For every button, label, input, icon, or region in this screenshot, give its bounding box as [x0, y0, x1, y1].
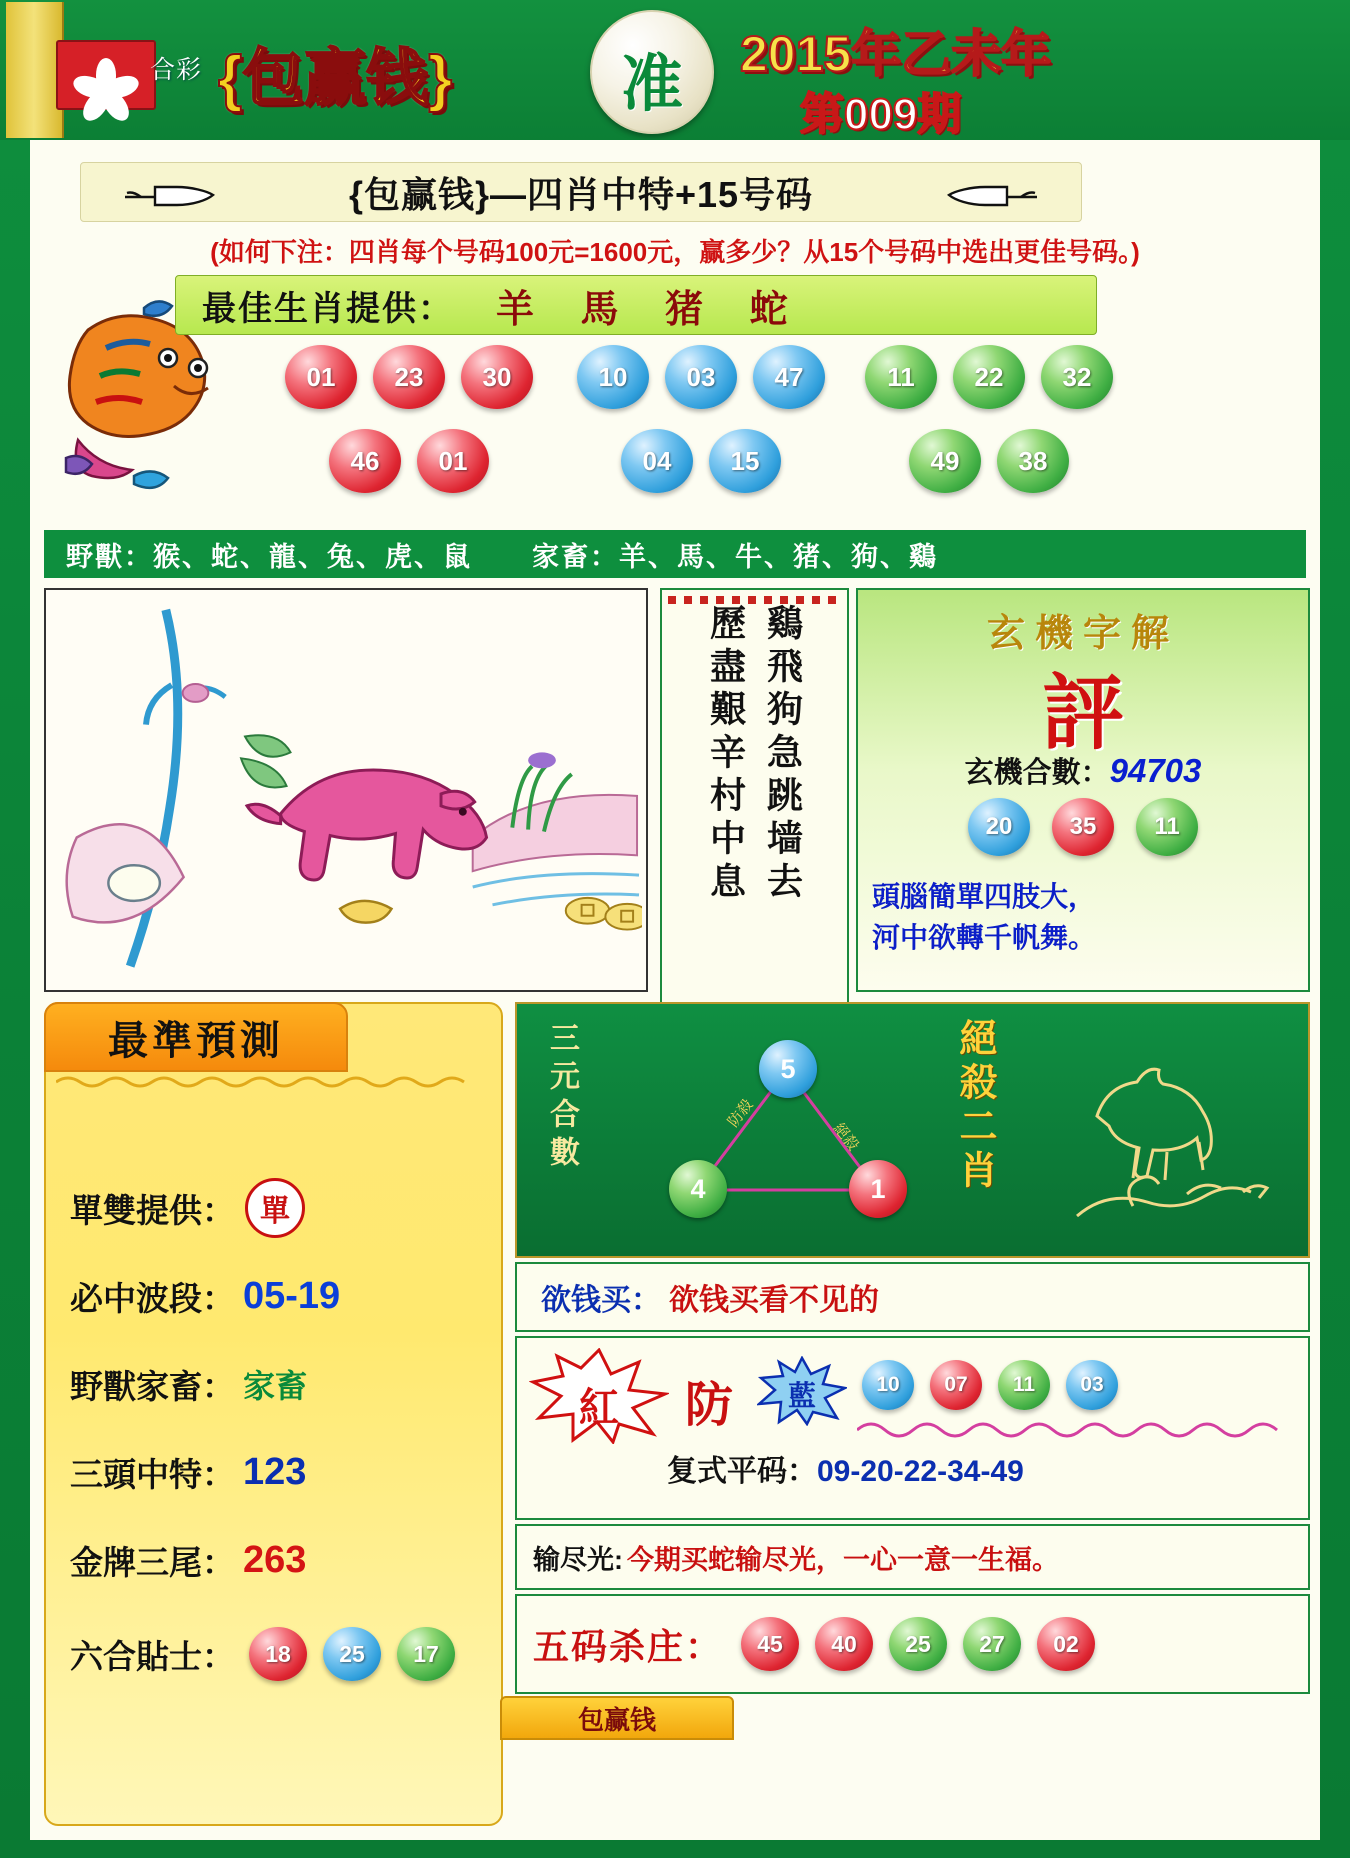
xuanji-panel: [856, 588, 1310, 992]
shujinguang-value: 今期买蛇输尽光，一心一意一生福。: [627, 1544, 1059, 1575]
five-code-ball: 45: [741, 1617, 799, 1671]
number-ball: 30: [461, 345, 533, 409]
number-ball: 22: [953, 345, 1025, 409]
xuanji-sum-label: 玄機合數：: [964, 757, 1110, 789]
head-numbers-value: 123: [243, 1450, 307, 1493]
kill-zodiac-text: 絕殺二肖: [953, 1018, 995, 1194]
xuanji-sum-row: [858, 750, 1308, 791]
shujinguang-row: [515, 1524, 1310, 1590]
prediction-label: 必中波段：: [70, 1279, 235, 1317]
animal-type-value: 家畜: [243, 1368, 308, 1404]
prediction-card: [44, 1002, 503, 1826]
fang-char: 防: [685, 1379, 734, 1432]
five-code-ball: 40: [815, 1617, 873, 1671]
xuanji-balls: [858, 798, 1308, 856]
fushi-label: 复式平码：: [667, 1455, 817, 1488]
poster-header: [0, 0, 1350, 140]
number-ball: 10: [577, 345, 649, 409]
number-ball: 32: [1041, 345, 1113, 409]
tail-numbers-value: 263: [243, 1538, 307, 1581]
five-code-ball: 25: [889, 1617, 947, 1671]
dragon-silhouette-icon: [1077, 1177, 1267, 1216]
numbers-area: [285, 345, 1295, 495]
tips-ball: 25: [323, 1627, 381, 1681]
xuanji-verse-line-1: 頭腦簡單四肢大，: [872, 882, 1097, 913]
prediction-row-tips: [70, 1626, 470, 1682]
squiggle-divider: [857, 1420, 1287, 1438]
hk-bauhinia-icon: [56, 40, 156, 110]
header-left-label: 合彩: [150, 56, 203, 84]
header-brand-title: {包赢钱}: [218, 44, 453, 113]
prediction-tab-label: 最準預測: [108, 1018, 284, 1063]
triangle-node-top: 5: [759, 1040, 817, 1098]
poem-dot-border: [668, 596, 841, 604]
red-blue-ball: 10: [862, 1360, 914, 1410]
xuanji-title: 玄機字解: [986, 613, 1179, 655]
xuanji-sum-value: 94703: [1109, 752, 1202, 789]
prediction-row-animal-type: [70, 1356, 470, 1412]
pointing-hand-left-icon: [945, 175, 1041, 211]
qianmai-value: 欲钱买看不见的: [669, 1284, 879, 1317]
svg-text:絕殺: 絕殺: [829, 1119, 862, 1155]
pointing-hand-right-icon: [121, 175, 217, 211]
number-ball: 23: [373, 345, 445, 409]
triangle-node-right: 1: [849, 1160, 907, 1218]
red-blue-block: [515, 1336, 1310, 1520]
red-blue-ball: 03: [1066, 1360, 1118, 1410]
number-ball: 46: [329, 429, 401, 493]
xuanji-big-character: 評: [1041, 668, 1124, 759]
tips-ball: 17: [397, 1627, 455, 1681]
best-zodiac-label: 最佳生肖提供：: [202, 289, 454, 328]
red-blue-ball: 07: [930, 1360, 982, 1410]
xuanji-ball: 35: [1052, 798, 1114, 856]
tips-label: 六合貼士：: [70, 1637, 235, 1675]
number-ball: 11: [865, 345, 937, 409]
number-ball: 03: [665, 345, 737, 409]
poem-line-right: 鷄飛狗急跳墙去: [762, 604, 803, 905]
prediction-row-head-numbers: [70, 1444, 470, 1500]
number-ball: 47: [753, 345, 825, 409]
tips-balls: [249, 1627, 455, 1681]
poem-panel: [660, 588, 849, 1006]
header-issue: [800, 78, 961, 140]
footer-brand-tab: 包赢钱: [500, 1696, 734, 1740]
xuanji-verse: [872, 878, 1298, 959]
red-blue-ball: 11: [998, 1360, 1050, 1410]
fushi-value: 09-20-22-34-49: [817, 1455, 1024, 1488]
animal-categories-row: [44, 530, 1306, 578]
red-burst-badge: [529, 1348, 669, 1444]
prediction-label: 單雙提供：: [70, 1191, 235, 1229]
prediction-label: 野獸家畜：: [70, 1367, 235, 1405]
odd-even-value: 單: [245, 1178, 305, 1238]
main-title-banner: [80, 162, 1082, 222]
issue-prefix: 第: [800, 90, 844, 139]
best-zodiac-bar: [175, 275, 1097, 335]
dog-silhouette-icon: [1097, 1069, 1211, 1180]
red-blue-balls: [862, 1360, 1118, 1410]
prediction-label: 三頭中特：: [70, 1455, 235, 1493]
issue-number: 009: [844, 90, 918, 139]
number-ball: 04: [621, 429, 693, 493]
number-ball: 49: [909, 429, 981, 493]
fushi-row: [667, 1446, 1024, 1490]
main-title-text: {包赢钱}—四肖中特+15号码: [348, 173, 814, 215]
best-zodiac-values: 羊 馬 猪 蛇: [496, 288, 806, 331]
blue-burst-badge: [757, 1356, 847, 1426]
accuracy-badge-text: 准: [620, 50, 683, 119]
animal-silhouettes: [1037, 1018, 1287, 1244]
prediction-row-odd-even: [70, 1180, 470, 1236]
triangle-node-left: 4: [669, 1160, 727, 1218]
wild-animals-label: 野獸：猴、蛇、龍、兔、虎、鼠: [66, 541, 472, 572]
prediction-tab: [44, 1002, 348, 1072]
domestic-animals-label: 家畜：羊、馬、牛、猪、狗、鷄: [532, 541, 938, 572]
triangle-panel: [515, 1002, 1310, 1258]
shujinguang-label: 输尽光:: [533, 1544, 623, 1575]
prediction-label: 金牌三尾：: [70, 1543, 235, 1581]
five-code-row: [515, 1594, 1310, 1694]
header-year: 2015年乙未年: [740, 26, 1052, 82]
five-code-ball: 27: [963, 1617, 1021, 1671]
five-code-label: 五码杀庄：: [533, 1625, 724, 1667]
xuanji-verse-line-2: 河中欲轉千帆舞。: [872, 922, 1097, 954]
five-code-ball: 02: [1037, 1617, 1095, 1671]
qianmai-row: [515, 1262, 1310, 1332]
number-ball: 01: [285, 345, 357, 409]
svg-text:防殺: 防殺: [724, 1096, 757, 1131]
red-char: 紅: [579, 1385, 619, 1430]
number-ball: 01: [417, 429, 489, 493]
triangle-title: 三元合數: [545, 1022, 578, 1174]
wave-band-value: 05-19: [243, 1274, 341, 1317]
tips-ball: 18: [249, 1627, 307, 1681]
number-ball: 15: [709, 429, 781, 493]
number-ball: 38: [997, 429, 1069, 493]
howto-text: (如何下注：四肖每个号码100元=1600元，赢多少？从15个号码中选出更佳号码。): [210, 237, 1140, 267]
accuracy-badge: [590, 10, 714, 134]
issue-suffix: 期: [917, 90, 962, 139]
xuanji-ball: 11: [1136, 798, 1198, 856]
prediction-wave-divider: [56, 1074, 476, 1088]
blue-char: 藍: [787, 1380, 816, 1411]
qianmai-label: 欲钱买：: [541, 1284, 661, 1317]
prediction-row-wave-band: [70, 1268, 470, 1324]
five-code-balls: [741, 1617, 1095, 1671]
illustration-panel: [44, 588, 648, 992]
poster-body: [30, 140, 1320, 1840]
xuanji-ball: 20: [968, 798, 1030, 856]
prediction-row-tail-numbers: [70, 1532, 470, 1588]
poem-line-left: 歷盡艱辛村中息: [705, 604, 746, 905]
